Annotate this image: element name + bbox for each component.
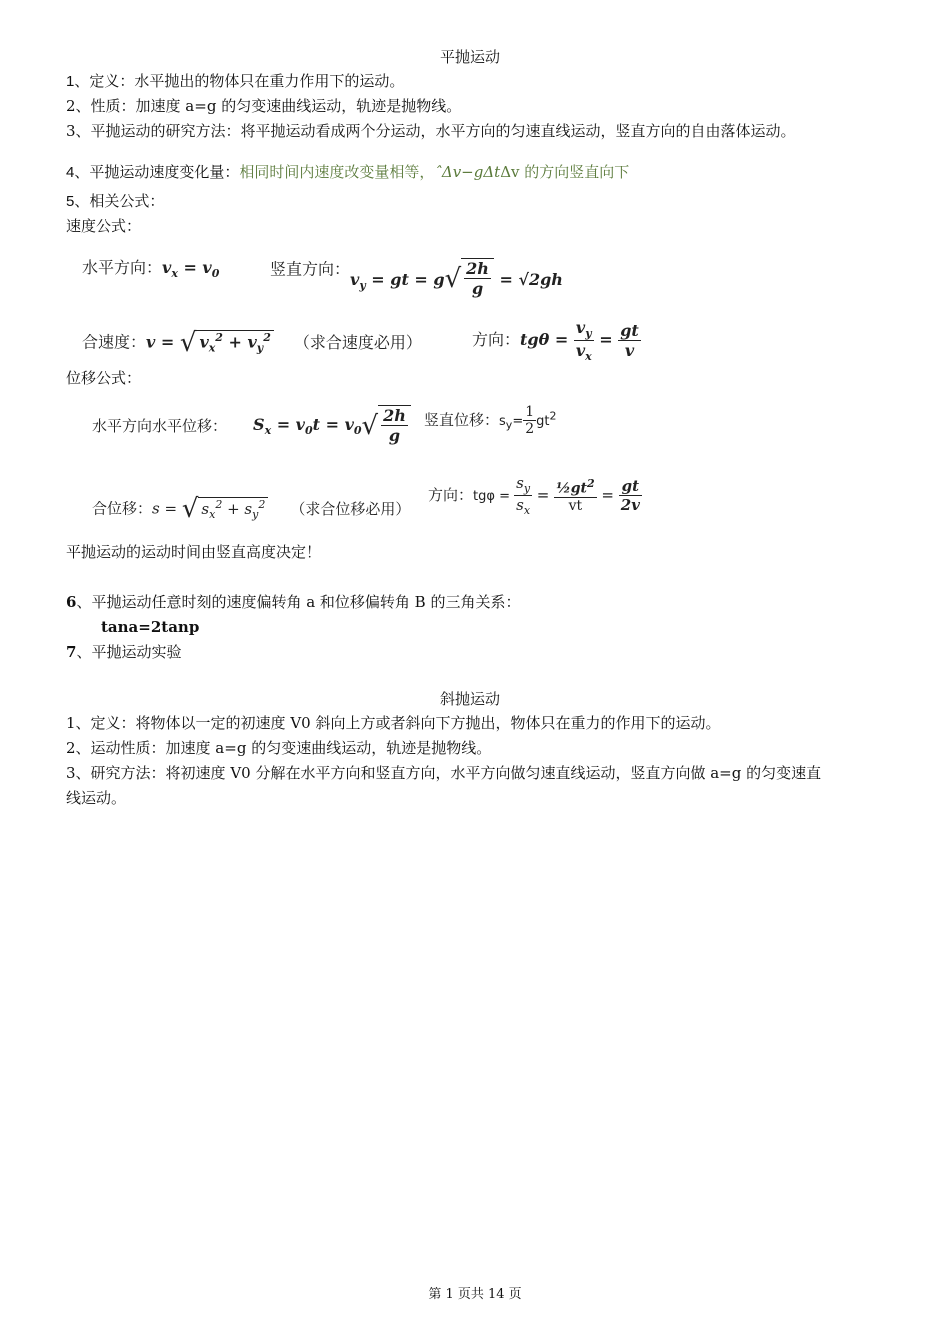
section-title-projectile: 平抛运动 — [440, 48, 501, 66]
paragraph-experiment: 7、平抛运动实验 — [66, 643, 182, 661]
paragraph-property: 2、性质：加速度 a=g 的匀变速曲线运动，轨迹是抛物线。 — [66, 97, 462, 115]
paragraph-definition: 1、定义：水平抛出的物体只在重力作用下的运动。 — [66, 72, 405, 90]
formula-vertical-velocity: 竖直方向：$v_y$ = gt = g√ $\frac{2h}{g}$ = √2gh — [270, 259, 563, 298]
page-number: 第 1 页共 14 页 — [428, 1287, 522, 1302]
formula-horizontal-displacement: $S_x = v_0t = v_0√$ $\frac{2h}{g}$ — [253, 405, 411, 445]
formula-resultant-displacement: 合位移：s = √ $s_x^2 + s_y^2$ （求合位移必用） — [92, 494, 411, 524]
formula-displacement-direction: 方向：tgφ = $\frac{s_y}{s_x}$ = $\frac{\frac{1}{2}gt^2}{vt}$ = $\frac{gt}{2v}$ — [428, 474, 640, 517]
velocity-formulas-label: 速度公式： — [66, 217, 142, 235]
displacement-formulas-label: 位移公式： — [66, 369, 142, 387]
paragraph-formulas: 5、相关公式： — [66, 192, 165, 210]
paragraph-angle-relation: 6、平抛运动任意时刻的速度偏转角 a 和位移偏转角 B 的三角关系： — [66, 593, 521, 611]
oblique-property: 2、运动性质：加速度 a=g 的匀变速曲线运动，轨迹是抛物线。 — [66, 739, 492, 757]
horizontal-displacement-label: 水平方向水平位移： — [92, 417, 228, 435]
formula-resultant-velocity: 合速度：v = √ $v_x^2 + v_y^2$ （求合速度必用） — [82, 328, 422, 358]
section-title-oblique: 斜抛运动 — [440, 690, 501, 708]
formula-tan-relation: tana=2tanp — [101, 618, 200, 636]
formula-velocity-direction: 方向：tgθ = $\frac{v_y}{v_x}$ = $\frac{gt}{v}$ — [472, 318, 639, 364]
formula-horizontal-velocity: 水平方向：$v_x = v_0$ — [82, 258, 220, 281]
formula-vertical-displacement: 竖直位移：$s_y=$ $\frac{1}{2}$ $gt^2$ — [424, 404, 557, 437]
oblique-method-continued: 线运动。 — [66, 789, 127, 807]
paragraph-time-note: 平抛运动的运动时间由竖直高度决定！ — [66, 543, 322, 561]
paragraph-velocity-change: 4、平抛运动速度变化量：相同时间内速度改变量相等，ˆΔv−gΔtΔv 的方向竖直向下 — [66, 163, 630, 181]
paragraph-method: 3、平抛运动的研究方法：将平抛运动看成两个分运动，水平方向的匀速直线运动，竖直方向的自由落体运动。 — [66, 122, 796, 140]
oblique-definition: 1、定义：将物体以一定的初速度 V0 斜向上方或者斜向下方抛出，物体只在重力的作用下的运动。 — [66, 714, 721, 732]
oblique-method: 3、研究方法：将初速度 V0 分解在水平方向和竖直方向，水平方向做匀速直线运动，竖直方向做 a=g 的匀变速直 — [66, 764, 822, 782]
